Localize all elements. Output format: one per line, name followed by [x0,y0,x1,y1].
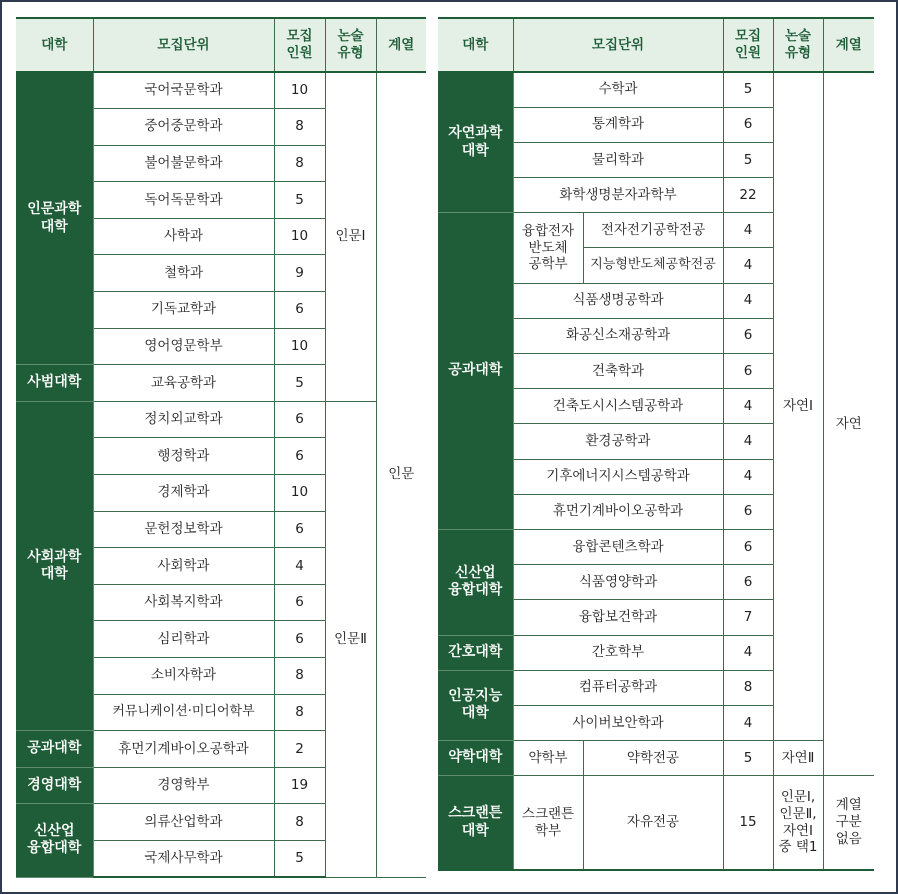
unit-cell: 교육공학과 [93,365,274,402]
unit-cell: 융합콘텐츠학과 [513,529,723,564]
count-cell: 4 [723,635,773,670]
count-cell: 5 [274,182,325,219]
table-row [438,741,874,776]
track-cell: 계열 구분 없음 [823,776,874,870]
unit-cell: 사이버보안학과 [513,705,723,740]
table-row [16,401,426,438]
college-engineering: 공과대학 [438,213,513,530]
unit-cell: 불어불문학과 [93,145,274,182]
essay-type-cell: 인문Ⅰ [325,72,376,401]
essay-type-cell: 인문Ⅱ [325,401,376,877]
count-cell: 4 [723,248,773,283]
unit-cell: 중어중문학과 [93,109,274,146]
unit-cell: 소비자학과 [93,658,274,695]
count-cell: 6 [274,292,325,329]
count-cell: 19 [274,767,325,804]
count-cell: 8 [274,804,325,841]
count-cell: 4 [274,548,325,585]
unit-cell: 식품영양학과 [513,565,723,600]
unit-cell: 수학과 [513,72,723,107]
count-cell: 8 [723,670,773,705]
unit-cell: 경영학부 [93,767,274,804]
col-college: 대학 [16,18,93,72]
essay-type-cell: 자연Ⅰ [773,72,823,741]
college-natural-science: 자연과학 대학 [438,72,513,213]
col-unit: 모집단위 [93,18,274,72]
count-cell: 4 [723,424,773,459]
count-cell: 7 [723,600,773,635]
col-essay-type: 논술 유형 [773,18,823,72]
table-header-row [16,18,426,72]
unit-cell: 독어독문학과 [93,182,274,219]
unit-cell: 사회학과 [93,548,274,585]
count-cell: 8 [274,658,325,695]
track-cell: 인문 [376,72,426,877]
col-unit: 모집단위 [513,18,723,72]
count-cell: 6 [723,318,773,353]
unit-cell: 물리학과 [513,142,723,177]
count-cell: 22 [723,178,773,213]
college-convergence: 신산업 융합대학 [438,529,513,635]
essay-type-cell: 자연Ⅱ [773,741,823,776]
subunit-cell: 약학부 [513,741,583,776]
unit-cell: 통계학과 [513,107,723,142]
count-cell: 4 [723,389,773,424]
col-college: 대학 [438,18,513,72]
count-cell: 8 [274,694,325,731]
table-row [438,72,874,107]
count-cell: 6 [274,401,325,438]
count-cell: 6 [723,107,773,142]
unit-cell: 철학과 [93,255,274,292]
unit-cell: 지능형반도체공학전공 [583,248,723,283]
college-convergence: 신산업 융합대학 [16,804,93,877]
count-cell: 9 [274,255,325,292]
unit-cell: 전자전기공학전공 [583,213,723,248]
track-cell: 자연 [823,72,874,776]
unit-cell: 커뮤니케이션·미디어학부 [93,694,274,731]
table-row [438,776,874,870]
unit-cell: 컴퓨터공학과 [513,670,723,705]
unit-cell: 건축도시시스템공학과 [513,389,723,424]
unit-cell: 환경공학과 [513,424,723,459]
unit-cell: 국어국문학과 [93,72,274,109]
unit-cell: 휴먼기계바이오공학과 [513,494,723,529]
count-cell: 5 [274,840,325,877]
unit-cell: 기독교학과 [93,292,274,329]
unit-cell: 사학과 [93,218,274,255]
count-cell: 4 [723,213,773,248]
college-education: 사범대학 [16,365,93,402]
unit-cell: 의류산업학과 [93,804,274,841]
table-row [16,72,426,109]
college-social-science: 사회과학 대학 [16,401,93,730]
count-cell: 6 [723,565,773,600]
count-cell: 5 [723,741,773,776]
count-cell: 10 [274,328,325,365]
unit-cell: 국제사무학과 [93,840,274,877]
col-essay-type: 논술 유형 [325,18,376,72]
count-cell: 8 [274,109,325,146]
unit-cell: 식품생명공학과 [513,283,723,318]
unit-cell: 심리학과 [93,621,274,658]
unit-cell: 문헌정보학과 [93,511,274,548]
unit-cell: 정치외교학과 [93,401,274,438]
count-cell: 5 [723,142,773,177]
essay-type-cell: 인문Ⅰ, 인문Ⅱ, 자연Ⅰ 중 택1 [773,776,823,870]
unit-cell: 자유전공 [583,776,723,870]
college-ai: 인공지능 대학 [438,670,513,740]
count-cell: 10 [274,218,325,255]
unit-cell: 휴먼기계바이오공학과 [93,731,274,768]
college-scranton: 스크랜튼 대학 [438,776,513,870]
count-cell: 4 [723,459,773,494]
unit-cell: 행정학과 [93,438,274,475]
unit-cell: 건축학과 [513,354,723,389]
count-cell: 6 [274,511,325,548]
unit-cell: 화학생명분자과학부 [513,178,723,213]
unit-cell: 사회복지학과 [93,584,274,621]
count-cell: 6 [723,494,773,529]
count-cell: 10 [274,72,325,109]
count-cell: 5 [274,365,325,402]
unit-cell: 약학전공 [583,741,723,776]
subunit-cell: 스크랜튼 학부 [513,776,583,870]
count-cell: 15 [723,776,773,870]
college-business: 경영대학 [16,767,93,804]
count-cell: 2 [274,731,325,768]
count-cell: 4 [723,705,773,740]
unit-cell: 기후에너지시스템공학과 [513,459,723,494]
natural-science-admission-table [438,17,874,871]
subunit-cell: 융합전자 반도체 공학부 [513,213,583,283]
count-cell: 8 [274,145,325,182]
humanities-admission-table [16,17,426,878]
count-cell: 6 [274,438,325,475]
count-cell: 4 [723,283,773,318]
college-humanities: 인문과학 대학 [16,72,93,365]
count-cell: 5 [723,72,773,107]
col-track: 계열 [376,18,426,72]
unit-cell: 영어영문학부 [93,328,274,365]
college-nursing: 간호대학 [438,635,513,670]
college-pharmacy: 약학대학 [438,741,513,776]
count-cell: 6 [274,621,325,658]
count-cell: 10 [274,475,325,512]
col-track: 계열 [823,18,874,72]
unit-cell: 간호학부 [513,635,723,670]
unit-cell: 화공신소재공학과 [513,318,723,353]
table-header-row [438,18,874,72]
count-cell: 6 [723,354,773,389]
col-count: 모집 인원 [723,18,773,72]
unit-cell: 융합보건학과 [513,600,723,635]
college-engineering: 공과대학 [16,731,93,768]
count-cell: 6 [274,584,325,621]
count-cell: 6 [723,529,773,564]
col-count: 모집 인원 [274,18,325,72]
unit-cell: 경제학과 [93,475,274,512]
